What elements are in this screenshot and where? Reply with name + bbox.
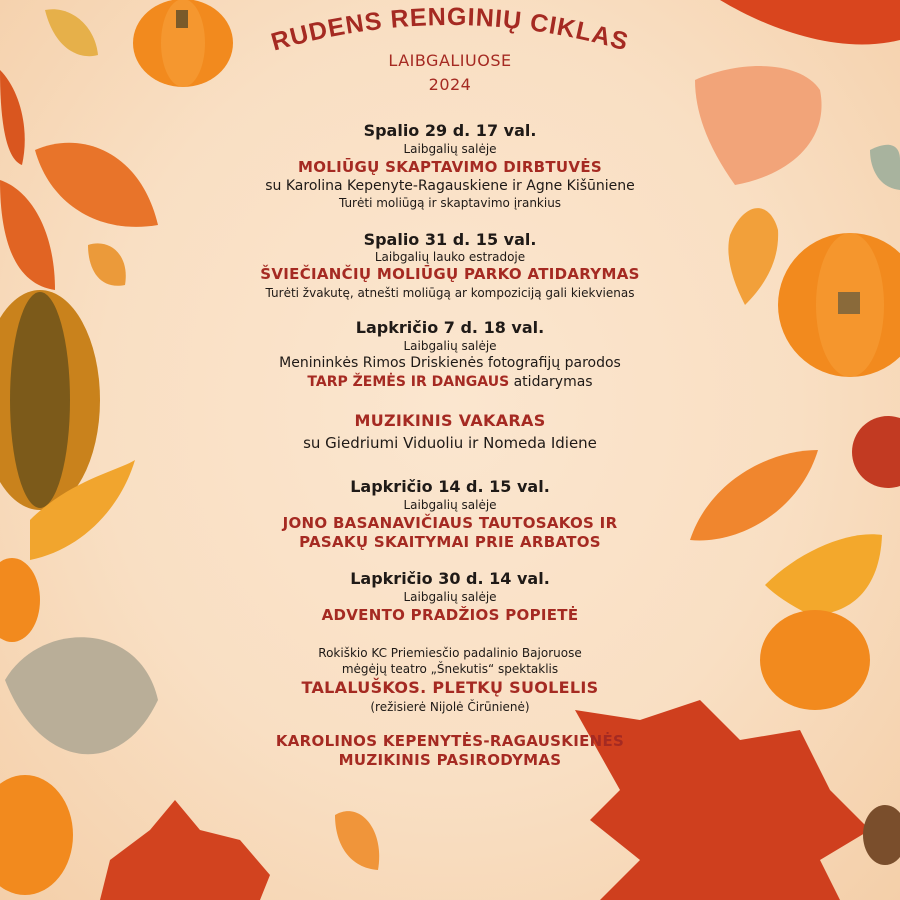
event-date: Spalio 29 d. 17 val. [363, 121, 537, 140]
svg-text:RUDENS RENGINIŲ CIKLAS [268, 3, 632, 57]
event-name-line1: JONO BASANAVIČIAUS TAUTOSAKOS IR [282, 514, 618, 532]
event-name-suffix: atidarymas [509, 374, 593, 390]
event-date: Spalio 31 d. 15 val. [363, 230, 537, 249]
event-venue: Laibgalių salėje [403, 498, 497, 512]
event-desc-line2: mėgėjų teatro „Šnekutis“ spektaklis [341, 662, 559, 676]
event-name: TARP ŽEMĖS IR DANGAUS [307, 374, 510, 390]
event-note: Turėti žvakutę, atnešti moliūgą ar kompoziciją gali kiekvienas [265, 286, 635, 300]
event-name-line [0, 374, 900, 390]
event-note: (režisierė Nijolė Čirūnienė) [370, 700, 530, 714]
event-note: Turėti moliūgą ir skaptavimo įrankius [338, 196, 562, 210]
event-name: TALALUŠKOS. PLETKŲ SUOLELIS [301, 678, 599, 697]
event-desc-line1: Rokiškio KC Priemiesčio padalinio Bajoruose [318, 646, 582, 660]
event-name-line2: MUZIKINIS PASIRODYMAS [338, 751, 562, 769]
event-venue: Laibgalių salėje [403, 142, 497, 156]
event-name-line2: PASAKŲ SKAITYMAI PRIE ARBATOS [299, 533, 601, 551]
event-venue: Laibgalių salėje [403, 590, 497, 604]
event-name: ADVENTO PRADŽIOS POPIETĖ [321, 606, 579, 624]
event-venue: Laibgalių lauko estradoje [374, 250, 526, 264]
event-desc: Menininkės Rimos Driskienės fotografijų parodos [279, 355, 621, 371]
event-with: su Karolina Kepenyte-Ragauskiene ir Agne Kišūniene [265, 178, 635, 194]
event-date: Lapkričio 7 d. 18 val. [355, 318, 545, 337]
event-name: MOLIŪGŲ SKAPTAVIMO DIRBTUVĖS [298, 158, 602, 176]
event-name: ŠVIEČIANČIŲ MOLIŪGŲ PARKO ATIDARYMAS [260, 265, 640, 283]
event-venue: Laibgalių salėje [403, 339, 497, 353]
event-name: MUZIKINIS VAKARAS [354, 411, 546, 430]
event-name-line1: KAROLINOS KEPENYTĖS-RAGAUSKIENĖS [275, 732, 625, 750]
title-text: RUDENS RENGINIŲ CIKLAS [268, 2, 632, 57]
event-with: su Giedriumi Viduoliu ir Nomeda Idiene [303, 434, 597, 452]
event-date: Lapkričio 30 d. 14 val. [350, 569, 550, 588]
subtitle-year: 2024 [428, 75, 472, 94]
event-date: Lapkričio 14 d. 15 val. [350, 477, 550, 496]
subtitle-place: LAIBGALIUOSE [388, 51, 512, 70]
